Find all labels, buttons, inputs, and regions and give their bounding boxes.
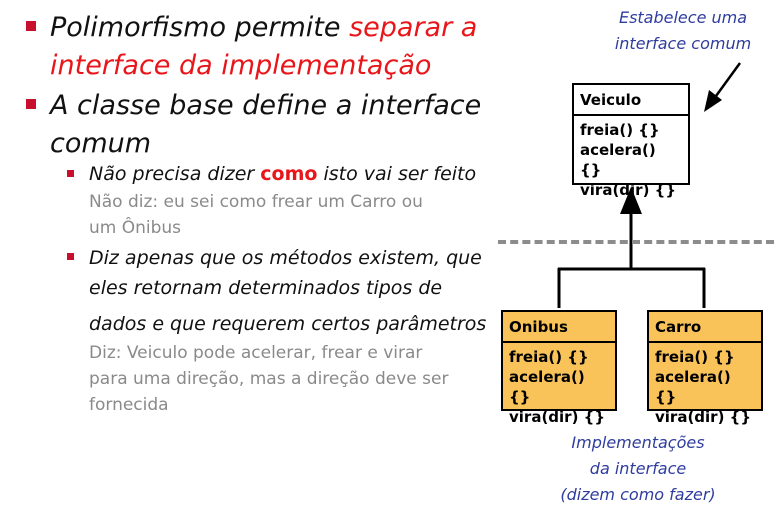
subbullet-1-prefix: Não precisa dizer (89, 163, 261, 185)
implementation-annotation-line-1: Implementações (571, 433, 705, 452)
interface-annotation-line-2: interface comum (614, 34, 752, 53)
subbullet-2-line-3: dados e que requerem certos parâmetros (89, 313, 487, 335)
subbullet-1-suffix: isto vai ser feito (317, 163, 477, 185)
bullet-1-highlight: separar a (349, 12, 478, 43)
method: vira(dir) {} (580, 181, 677, 199)
implementation-annotation-line-2: da interface (589, 459, 687, 478)
class-carro-name: Carro (649, 312, 761, 343)
subbullet-1-note-2: um Ônibus (89, 218, 182, 238)
class-onibus (501, 310, 617, 426)
subbullet-1-emphasis: como (260, 163, 318, 185)
class-veiculo-name: Veiculo (574, 85, 688, 116)
subbullet-2-note-2: para uma direção, mas a direção deve ser (89, 369, 449, 389)
bullet-2-line-1: A classe base define a interface (50, 90, 482, 121)
interface-annotation-line-1: Estabelece uma (618, 8, 748, 27)
class-veiculo (572, 83, 690, 199)
class-carro (647, 310, 763, 426)
class-veiculo-methods (574, 116, 688, 204)
class-onibus-name: Onibus (503, 312, 615, 343)
subbullet-2-line-1: Diz apenas que os métodos existem, que (89, 247, 482, 269)
method: freia() {} (509, 348, 589, 366)
method: acelera() {} (655, 368, 731, 406)
subbullet-2-note-3: fornecida (89, 395, 169, 415)
method: freia() {} (655, 348, 735, 366)
method: acelera() {} (509, 368, 585, 406)
bullet-2-line-2: comum (50, 128, 152, 159)
class-carro-methods (649, 343, 761, 431)
subbullet-2-line-2: eles retornam determinados tipos de (89, 277, 443, 299)
annotation-pointer-line (716, 63, 740, 96)
implementation-annotation-line-3: (dizem como fazer) (560, 485, 716, 504)
subbullet-2-note-1: Diz: Veiculo pode acelerar, frear e virar (89, 343, 423, 363)
bullet-1-highlight-2: interface da implementação (50, 50, 432, 81)
method: vira(dir) {} (655, 408, 752, 426)
method: vira(dir) {} (509, 408, 606, 426)
subbullet-1-note-1: Não diz: eu sei como frear um Carro ou (89, 192, 423, 212)
method: freia() {} (580, 121, 660, 139)
method: acelera() {} (580, 141, 656, 179)
implementation-annotation (548, 430, 728, 508)
class-onibus-methods (503, 343, 615, 431)
bullet-1-text: Polimorfismo permite (50, 12, 350, 43)
interface-divider (498, 240, 774, 244)
